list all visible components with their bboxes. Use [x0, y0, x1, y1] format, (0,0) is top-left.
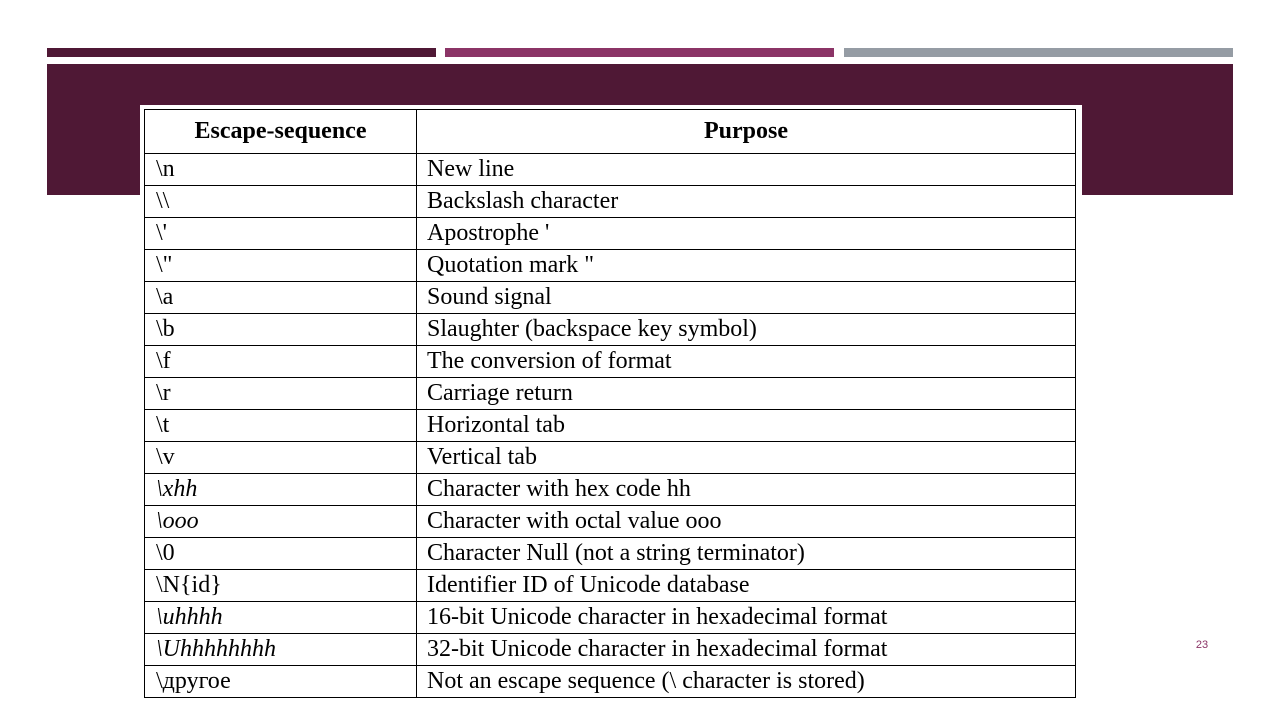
purpose-cell: The conversion of format — [417, 346, 1076, 378]
purpose-cell: Horizontal tab — [417, 410, 1076, 442]
purpose-cell: Sound signal — [417, 282, 1076, 314]
table-row — [145, 570, 1076, 602]
escape-sequence-cell: \n — [145, 154, 417, 186]
table-row — [145, 186, 1076, 218]
escape-sequence-cell: \Uhhhhhhhh — [145, 634, 417, 666]
table-row — [145, 666, 1076, 698]
accent-bar-gray — [844, 48, 1233, 57]
escape-sequence-cell: \f — [145, 346, 417, 378]
table-row — [145, 474, 1076, 506]
escape-sequence-cell: \0 — [145, 538, 417, 570]
table-header-row — [145, 110, 1076, 154]
header-escape-sequence: Escape-sequence — [145, 110, 417, 154]
table-row — [145, 538, 1076, 570]
purpose-cell: Vertical tab — [417, 442, 1076, 474]
table-row — [145, 346, 1076, 378]
escape-sequence-cell: \b — [145, 314, 417, 346]
escape-sequence-cell: \N{id} — [145, 570, 417, 602]
purpose-cell: Character with hex code hh — [417, 474, 1076, 506]
purpose-cell: Identifier ID of Unicode database — [417, 570, 1076, 602]
table-row — [145, 314, 1076, 346]
table-container — [140, 105, 1082, 698]
escape-sequence-cell: \a — [145, 282, 417, 314]
table-row — [145, 378, 1076, 410]
purpose-cell: Slaughter (backspace key symbol) — [417, 314, 1076, 346]
header-purpose: Purpose — [417, 110, 1076, 154]
purpose-cell: Not an escape sequence (\ character is stored) — [417, 666, 1076, 698]
escape-sequence-cell: \ooo — [145, 506, 417, 538]
purpose-cell: 16-bit Unicode character in hexadecimal format — [417, 602, 1076, 634]
escape-sequence-cell: \xhh — [145, 474, 417, 506]
table-row — [145, 218, 1076, 250]
escape-sequence-table — [144, 109, 1076, 698]
page-number: 23 — [1195, 639, 1209, 651]
escape-sequence-cell: \uhhhh — [145, 602, 417, 634]
table-row — [145, 154, 1076, 186]
table-row — [145, 410, 1076, 442]
escape-sequence-cell: \другое — [145, 666, 417, 698]
purpose-cell: Carriage return — [417, 378, 1076, 410]
table-row — [145, 282, 1076, 314]
purpose-cell: New line — [417, 154, 1076, 186]
purpose-cell: 32-bit Unicode character in hexadecimal format — [417, 634, 1076, 666]
escape-sequence-cell: \' — [145, 218, 417, 250]
escape-sequence-cell: \v — [145, 442, 417, 474]
escape-sequence-cell: \" — [145, 250, 417, 282]
purpose-cell: Character Null (not a string terminator) — [417, 538, 1076, 570]
accent-bar-dark — [47, 48, 436, 57]
escape-sequence-cell: \\ — [145, 186, 417, 218]
purpose-cell: Apostrophe ' — [417, 218, 1076, 250]
table-row — [145, 506, 1076, 538]
table-row — [145, 442, 1076, 474]
table-row — [145, 250, 1076, 282]
table-row — [145, 634, 1076, 666]
escape-sequence-cell: \r — [145, 378, 417, 410]
table-row — [145, 602, 1076, 634]
purpose-cell: Quotation mark " — [417, 250, 1076, 282]
accent-bar-magenta — [445, 48, 834, 57]
purpose-cell: Character with octal value ooo — [417, 506, 1076, 538]
purpose-cell: Backslash character — [417, 186, 1076, 218]
escape-sequence-cell: \t — [145, 410, 417, 442]
